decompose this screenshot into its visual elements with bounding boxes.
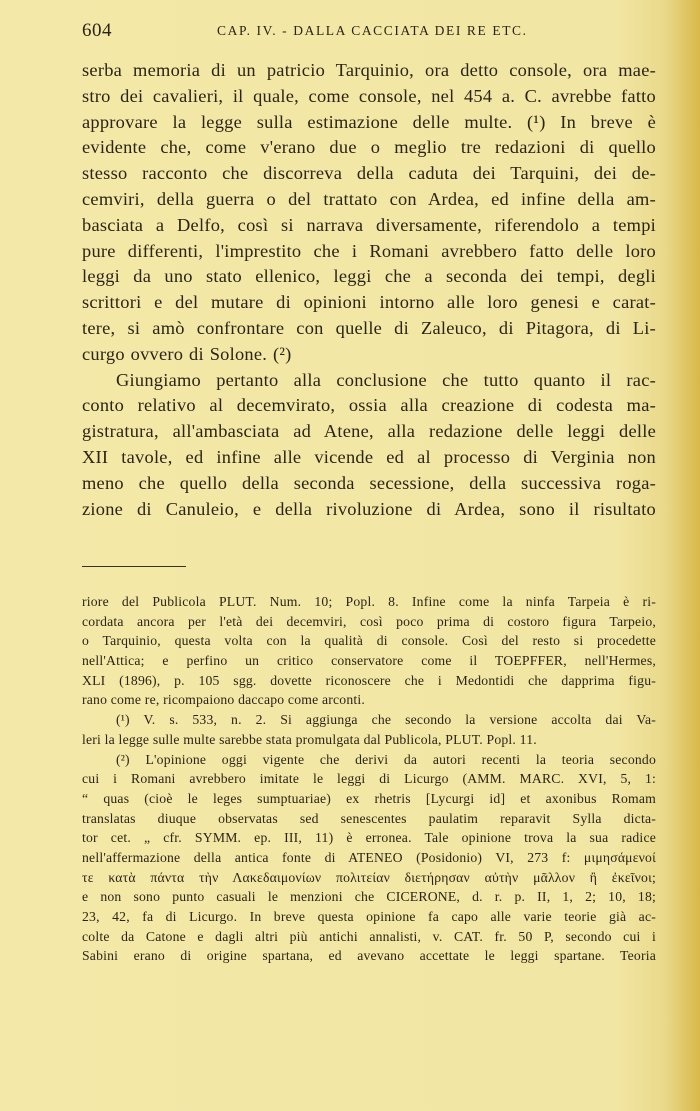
text-line: XII tavole, ed infine alle vicende ed al processo di Verginia non	[82, 446, 656, 467]
text-line: zione di Canuleio, e della rivoluzione di Ardea, sono il risultato	[82, 498, 656, 519]
text-line: scrittori e del mutare di opinioni intorno alle loro genesi e carat-	[82, 292, 656, 313]
footnote-line: (¹) V. s. 533, n. 2. Si aggiunga che secondo la versione accolta dai Va-	[116, 712, 656, 728]
text-line: conto relativo al decemvirato, ossia alla creazione di codesta ma-	[82, 395, 656, 416]
footnote-line: XLI (1896), p. 105 sgg. dovette riconoscere che i Medontidi che dapprima figu-	[82, 672, 656, 688]
footnote-separator	[82, 566, 186, 567]
footnote-line: colte da Catone e dagli altri più antichi annalisti, v. CAT. fr. 50 P, secondo cui i	[82, 928, 656, 944]
footnote-line: τε κατὰ πάντα τὴν Λακεδαιμονίων πολιτείαν διετήρησαν αὐτὴν μᾶλλον ἢ ἐκεῖνοι;	[82, 869, 656, 885]
page-header	[82, 20, 656, 44]
main-text	[82, 58, 656, 522]
text-line: basciata a Delfo, così si narrava diversamente, riferendolo a tempi	[82, 214, 656, 235]
footnote-line: riore del Publicola PLUT. Num. 10; Popl. 8. Infine come la ninfa Tarpeia è ri-	[82, 594, 656, 609]
footnote-line: leri la legge sulle multe sarebbe stata promulgata dal Publicola, PLUT. Popl. 11.	[82, 731, 537, 747]
text-line: stro dei cavalieri, il quale, come console, nel 454 a. C. avrebbe fatto	[82, 85, 656, 106]
footnote-line: tor cet. „ cfr. SYMM. ep. III, 11) è erronea. Tale opinione trova la sua radice	[82, 830, 656, 846]
text-line: cemviri, della guerra o del trattato con Ardea, ed infine della am-	[82, 188, 656, 209]
footnote-line: o Tarquinio, questa volta con la qualità di console. Così del resto si procedette	[82, 633, 656, 649]
footnote-line: “ quas (cioè le leges sumptuariae) ex rhetris [Lycurgi id] et axonibus Romam	[82, 790, 656, 806]
footnote-line: e non sono punto casuali le menzioni che CICERONE, d. r. p. II, 1, 2; 10, 18;	[82, 889, 656, 905]
footnotes	[82, 592, 656, 966]
footnote-line: cordata ancora per l'età dei decemviri, così poco prima di costoro figura Tarpeio,	[82, 613, 656, 629]
footnote-line: nell'affermazione della antica fonte di ATENEO (Posidonio) VI, 273 f: μιμησάμενοί	[82, 849, 656, 865]
text-line: pure differenti, l'imprestito che i Romani avrebbero fatto delle loro	[82, 240, 656, 261]
text-line: tere, si amò confrontare con quelle di Zaleuco, di Pitagora, di Li-	[82, 317, 656, 338]
text-line: approvare la legge sulla estimazione delle multe. (¹) In breve è	[82, 111, 656, 132]
footnote-line: cui i Romani avrebbero imitate le leggi di Licurgo (AMM. MARC. XVI, 5, 1:	[82, 771, 656, 787]
text-line: stesso racconto che discorreva della caduta dei Tarquini, dei de-	[82, 163, 656, 184]
text-line: gistratura, all'ambasciata ad Atene, alla redazione delle leggi delle	[82, 421, 656, 442]
footnote-line: Sabini erano di origine spartana, ed avevano accettate le leggi spartane. Teoria	[82, 948, 656, 964]
text-line: Giungiamo pertanto alla conclusione che tutto quanto il rac-	[116, 369, 656, 390]
page-number: 604	[82, 20, 112, 41]
footnote-line: nell'Attica; e perfino un critico conservatore come il TOEPFFER, nell'Hermes,	[82, 653, 656, 669]
footnote-line: rano come re, ricompaiono daccapo come arconti.	[82, 692, 366, 708]
text-line: evidente che, come v'erano due o meglio tre redazioni di quello	[82, 137, 656, 158]
running-head: CAP. IV. - DALLA CACCIATA DEI RE ETC.	[217, 23, 528, 38]
text-line: serba memoria di un patricio Tarquinio, ora detto console, ora mae-	[82, 60, 656, 80]
text-line: meno che quello della seconda secessione, della successiva roga-	[82, 472, 656, 493]
footnote-line: 23, 42, fa di Licurgo. In breve questa opinione fa capo alle varie teorie già ac-	[82, 909, 656, 924]
text-line: leggi da uno stato ellenico, leggi che a seconda dei tempi, degli	[82, 266, 656, 287]
text-line: curgo ovvero di Solone. (²)	[82, 343, 292, 364]
footnote-line: (²) L'opinione oggi vigente che derivi da autori recenti la teoria secondo	[116, 751, 656, 767]
footnote-line: translatas diuque observatas sed senescentes paulatim reparavit Sylla dicta-	[82, 810, 656, 826]
